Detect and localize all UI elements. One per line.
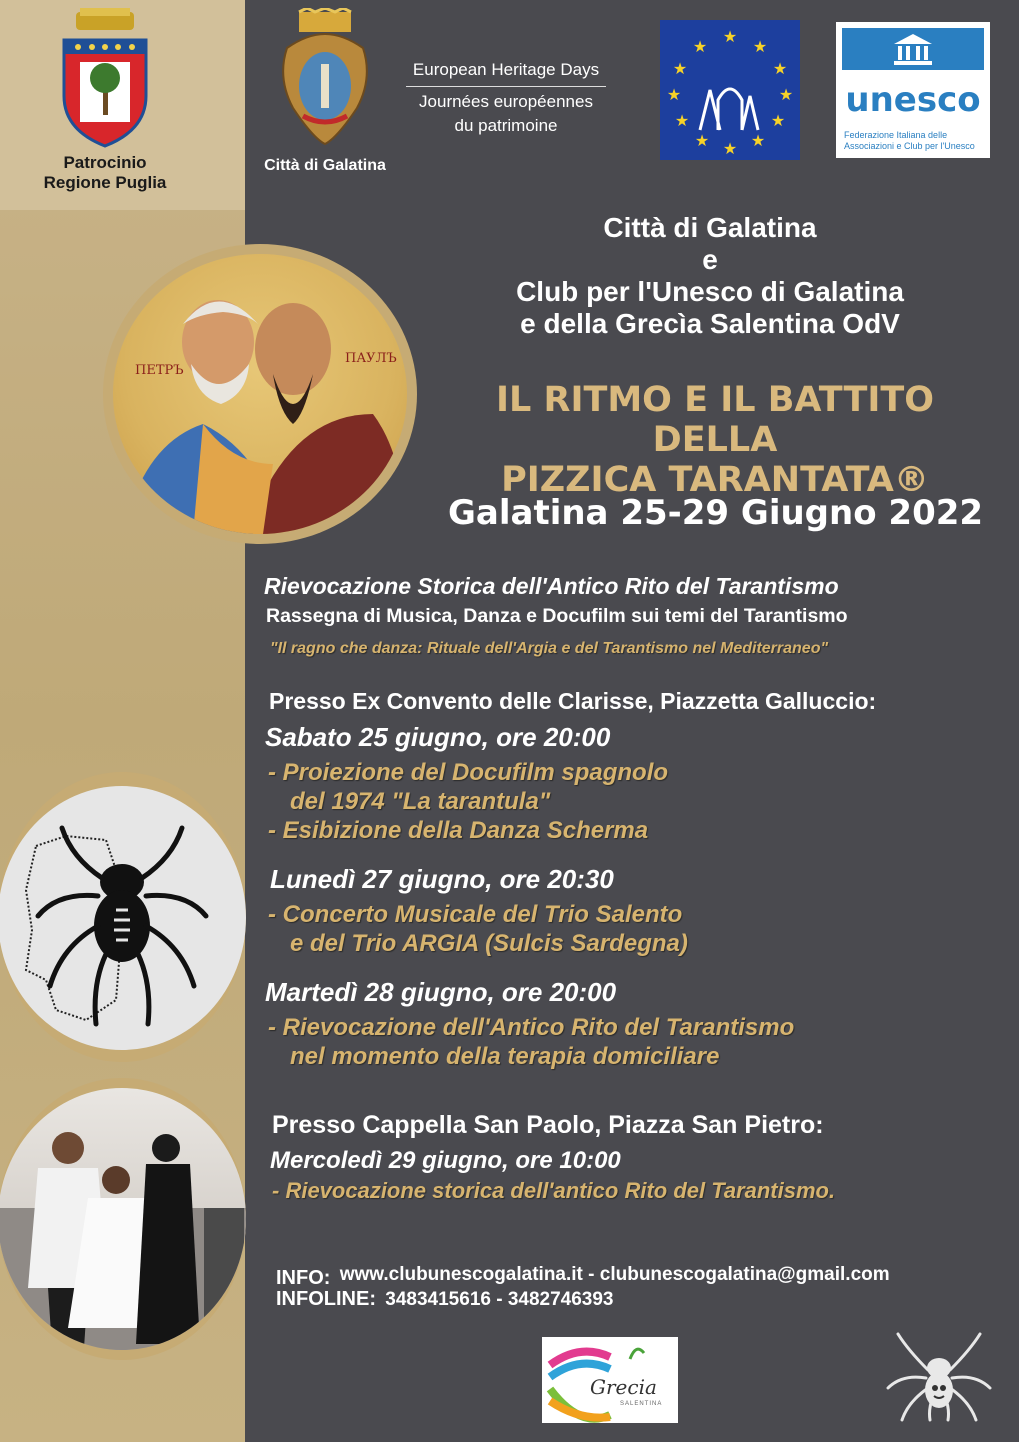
program-day1: Sabato 25 giugno, ore 20:00 [265,722,611,752]
svg-text:★: ★ [772,59,788,78]
svg-text:★: ★ [750,131,766,150]
heritage-line2: Journées européennes [419,92,593,111]
city-caption: Città di Galatina [264,157,386,174]
saint-right-label: ПАУЛЪ [345,351,397,366]
saints-icon-frame [103,244,417,544]
unesco-federation-logo [836,22,990,158]
galatina-crest [273,8,377,148]
tarantism-photo-frame [0,1078,246,1360]
event-title [430,380,1000,500]
saints-icon-image [113,254,407,534]
event-dates: Galatina 25-29 Giugno 2022 [448,493,984,533]
grecia-logo-sub: SALENTINA [620,1401,663,1407]
program-day3-items [268,1013,988,1071]
description-line3: "Il ragno che danza: Rituale dell'Argia e del Tarantismo nel Mediterraneo" [270,640,829,657]
infoline-value[interactable]: 3483415616 - 3482746393 [385,1289,614,1310]
svg-text:★: ★ [778,85,794,104]
unesco-sub1: Federazione Italiana delle [844,130,948,140]
organizer-line3: Club per l'Unesco di Galatina [516,276,904,307]
program-day1-items [268,758,968,845]
infoline-label: INFOLINE: [276,1288,376,1310]
grecia-logo-text: Grecia [590,1375,657,1399]
description-line1: Rievocazione Storica dell'Antico Rito del Tarantismo [264,573,839,599]
spider-icon [884,1330,994,1422]
day1-item1a: - Proiezione del Docufilm spagnolo [268,759,669,786]
svg-text:★: ★ [752,37,768,56]
svg-text:★: ★ [672,59,688,78]
svg-text:★: ★ [770,111,786,130]
heritage-line1: European Heritage Days [406,58,606,87]
day2-item1b: e del Trio ARGIA (Sulcis Sardegna) [290,930,688,957]
program-day3: Martedì 28 giugno, ore 20:00 [265,977,617,1007]
organizer-line2: e [702,244,718,275]
venue2: Presso Cappella San Paolo, Piazza San Pietro: [272,1111,824,1139]
region-caption-line1: Patrocinio [63,153,147,172]
svg-text:★: ★ [674,111,690,130]
venue1: Presso Ex Convento delle Clarisse, Piazzetta Galluccio: [269,688,877,714]
day4-item1: - Rievocazione storica dell'antico Rito del Tarantismo. [272,1178,836,1203]
info-label: INFO: [276,1267,331,1289]
unesco-word: unesco [845,80,981,120]
heritage-line3: du patrimoine [454,116,558,135]
info-block [276,1262,996,1312]
organizer-line1: Città di Galatina [603,212,817,243]
svg-text:★: ★ [722,27,738,46]
saint-left-label: ПЕТРЪ [135,363,184,378]
svg-text:★: ★ [722,139,738,158]
european-heritage-logo [660,20,800,160]
day3-item1b: nel momento della terapia domiciliare [290,1043,720,1070]
day3-item1a: - Rievocazione dell'Antico Rito del Tarantismo [268,1014,795,1041]
tarantism-photo [0,1088,246,1350]
region-caption-line2: Regione Puglia [43,173,167,192]
program-day2: Lunedì 27 giugno, ore 20:30 [270,864,614,894]
description-line2: Rassegna di Musica, Danza e Docufilm sui temi del Tarantismo [266,605,848,627]
organizers-block [460,212,960,340]
heritage-days-text [406,58,606,138]
svg-text:★: ★ [694,131,710,150]
svg-text:★: ★ [692,37,708,56]
day1-item2: - Esibizione della Danza Scherma [268,817,649,844]
regione-puglia-crest [58,6,152,156]
day1-item1b: del 1974 "La tarantula" [290,788,551,815]
program-day4: Mercoledì 29 giugno, ore 10:00 [270,1147,621,1174]
info-value[interactable]: www.clubunescogalatina.it - clubunescogalatina@gmail.com [339,1264,890,1285]
unesco-sub2: Associazioni e Club per l'Unesco [844,141,975,151]
event-title-line2: PIZZICA TARANTATA® [501,460,929,500]
spider-map-frame [0,772,246,1062]
program-day2-items [268,900,988,958]
day2-item1a: - Concerto Musicale del Trio Salento [268,901,683,928]
organizer-line4: e della Grecìa Salentina OdV [520,308,900,339]
event-title-line1: IL RITMO E IL BATTITO DELLA [496,380,934,460]
grecia-salentina-logo [542,1337,678,1423]
spider-map-image [0,786,246,1050]
svg-text:★: ★ [666,85,682,104]
